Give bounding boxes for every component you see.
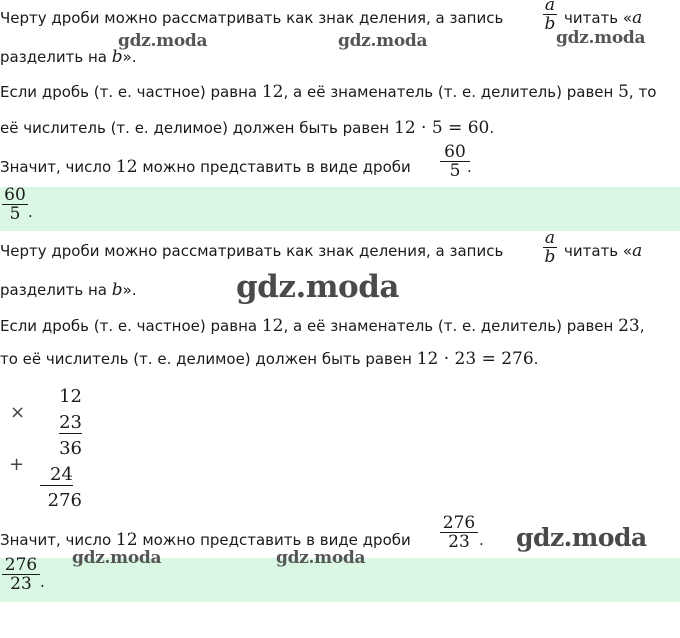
column-multiplication-lower xyxy=(40,462,82,514)
p2-line1: Черту дроби можно рассматривать как знак деления, а запись xyxy=(0,242,504,260)
watermark: gdz.moda xyxy=(72,548,162,568)
p1-frac-a: a xyxy=(543,0,557,15)
p2-line2: разделить на b». xyxy=(0,280,137,300)
watermark: gdz.moda xyxy=(556,28,646,48)
p1-line1 xyxy=(0,8,503,28)
calc-multiplier: 23 xyxy=(59,412,82,433)
times-sign: × xyxy=(10,402,26,423)
watermark: gdz.moda xyxy=(338,31,428,51)
p1-line4: её числитель (т. е. делимое) должен быть равен 12 · 5 = 60. xyxy=(0,118,495,138)
p2-answer-fraction: $\frac{276}{23}$ xyxy=(2,556,40,593)
calc-multiplicand: 12 xyxy=(59,386,82,407)
p2-line1-after: читать «a xyxy=(564,241,643,261)
column-multiplication xyxy=(40,384,82,462)
p2-line4: то её числитель (т. е. делимое) должен быть равен 12 · 23 = 276. xyxy=(0,349,539,369)
p2-fraction-ab: $\frac{a}{b}$ xyxy=(544,228,556,267)
p1-line2: разделить на b». xyxy=(0,47,137,67)
p1-answer-end: . xyxy=(28,203,33,221)
calc-result: 276 xyxy=(47,490,82,511)
watermark: gdz.moda xyxy=(516,523,647,552)
calc-partial2: 24 xyxy=(40,462,71,488)
watermark: gdz.moda xyxy=(118,31,208,51)
calc-partial1: 36 xyxy=(59,438,82,459)
p2-line5-end: . xyxy=(479,531,484,549)
p1-fraction-ab xyxy=(543,0,557,33)
p1-fraction-inline: $\frac{60}{5}$ xyxy=(440,143,470,180)
plus-sign: + xyxy=(9,454,25,475)
p1-line1-after: читать «a xyxy=(564,8,643,28)
watermark: gdz.moda xyxy=(236,269,399,305)
p2-answer-end: . xyxy=(40,573,45,591)
p2-line5: Значит, число 12 можно представить в виде дроби xyxy=(0,530,411,550)
p2-line3: Если дробь (т. е. частное) равна 12, а её знаменатель (т. е. делитель) равен 23, xyxy=(0,316,645,336)
p1-line3: Если дробь (т. е. частное) равна 12, а её знаменатель (т. е. делитель) равен 5, то xyxy=(0,82,657,102)
p1-line5-end: . xyxy=(467,158,472,176)
p1-answer-band xyxy=(0,187,680,231)
watermark: gdz.moda xyxy=(276,548,366,568)
p1-line1-text: Черту дроби можно рассматривать как знак деления, а запись xyxy=(0,9,504,27)
p1-answer-fraction: $\frac{60}{5}$ xyxy=(2,186,28,223)
p1-line5: Значит, число 12 можно представить в виде дроби xyxy=(0,157,411,177)
p2-fraction-inline: $\frac{276}{23}$ xyxy=(440,514,478,551)
p1-frac-b: b xyxy=(544,14,556,34)
